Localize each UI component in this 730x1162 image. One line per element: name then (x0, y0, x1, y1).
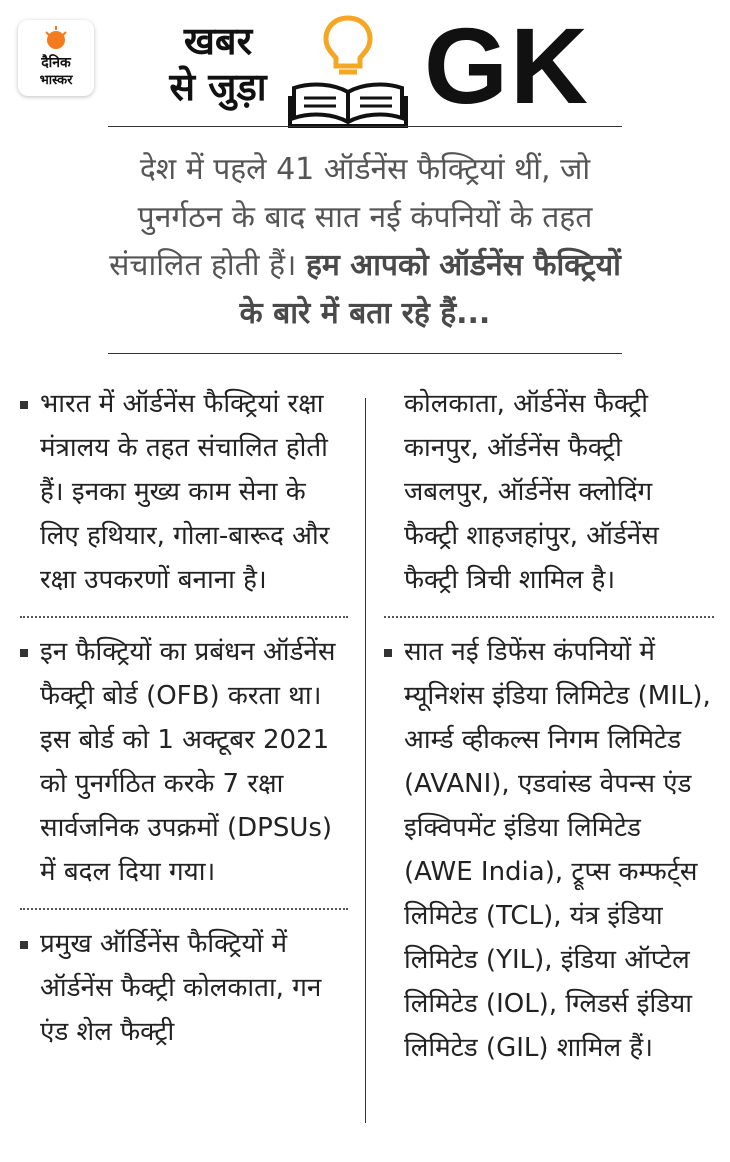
intro-divider (108, 353, 622, 354)
open-book-icon (288, 82, 408, 128)
list-item-text: कोलकाता, ऑर्डनेंस फैक्ट्री कानपुर, ऑर्डनेंस फैक्ट्री जबलपुर, ऑर्डनेंस क्लोदिंग फैक्ट्री शाहजहांपुर, ऑर्डनेंस फैक्ट्री त्रिची शामिल है। (404, 389, 659, 595)
list-item-continuation (384, 382, 714, 602)
list-item-text: प्रमुख ऑर्डिनेंस फैक्ट्रियों में ऑर्डनेंस फैक्ट्री कोलकाता, गन एंड शेल फैक्ट्री (40, 929, 322, 1047)
header-title-line-2: से जुड़ा (169, 65, 267, 109)
lightbulb-icon (322, 14, 374, 78)
list-item-text: सात नई डिफेंस कंपनियों में म्यूनिशंस इंडिया लिमिटेड (MIL), आर्म्ड व्हीकल्स निगम लिमिटेड (AVANI), एडवांस्ड वेपन्स एंड इक्विपमेंट इंडिया लिमिटेड (AWE India), ट्रूप्स कम्फर्ट्स लिमिटेड (TCL), यंत्र इंडिया लिमिटेड (YIL), इंडिया ऑप्टेल लिमिटेड (IOL), ग्लिडर्स इंडिया लिमिटेड (GIL) शामिल हैं। (404, 637, 711, 1063)
bullet-icon (20, 649, 28, 657)
dotted-separator (384, 616, 714, 618)
left-column (20, 382, 348, 1054)
intro-plain: देश में पहले 41 ऑर्डनेंस फैक्ट्रियां थीं, जो पुनर्गठन के बाद सात नई कंपनियों के तहत संचालित होती हैं। (109, 152, 593, 283)
list-item-text: इन फैक्ट्रियों का प्रबंधन ऑर्डनेंस फैक्ट्री बोर्ड (OFB) करता था। इस बोर्ड को 1 अक्टूबर 2021 को पुनर्गठित करके 7 रक्षा सार्वजनिक उपक्रमों (DPSUs) में बदल दिया गया। (40, 637, 336, 887)
dainik-bhaskar-logo (18, 20, 94, 96)
logo-line-2: भास्कर (39, 73, 73, 88)
header-divider (108, 126, 622, 127)
dotted-separator (20, 616, 348, 618)
dotted-separator (20, 908, 348, 910)
list-item (20, 922, 348, 1054)
list-item-text: भारत में ऑर्डनेंस फैक्ट्रियां रक्षा मंत्रालय के तहत संचालित होती हैं। इनका मुख्य काम सेना के लिए हथियार, गोला-बारूद और रक्षा उपकरणों बनाना है। (40, 389, 330, 595)
bullet-icon (20, 401, 28, 409)
logo-line-1: दैनिक (41, 55, 71, 71)
list-item (20, 630, 348, 894)
intro-bold: हम आपको ऑर्डनेंस फैक्ट्रियों के बारे में बता रहे हैं... (239, 248, 621, 331)
bullet-icon (20, 941, 28, 949)
header-title-line-1: खबर (183, 19, 253, 63)
intro-text (100, 146, 630, 338)
list-item (384, 630, 714, 1070)
list-item (20, 382, 348, 602)
sun-logo-icon (42, 26, 70, 54)
column-divider (365, 398, 366, 1123)
right-column (384, 382, 714, 1070)
gk-heading: GK (424, 5, 590, 126)
bullet-icon (384, 649, 392, 657)
